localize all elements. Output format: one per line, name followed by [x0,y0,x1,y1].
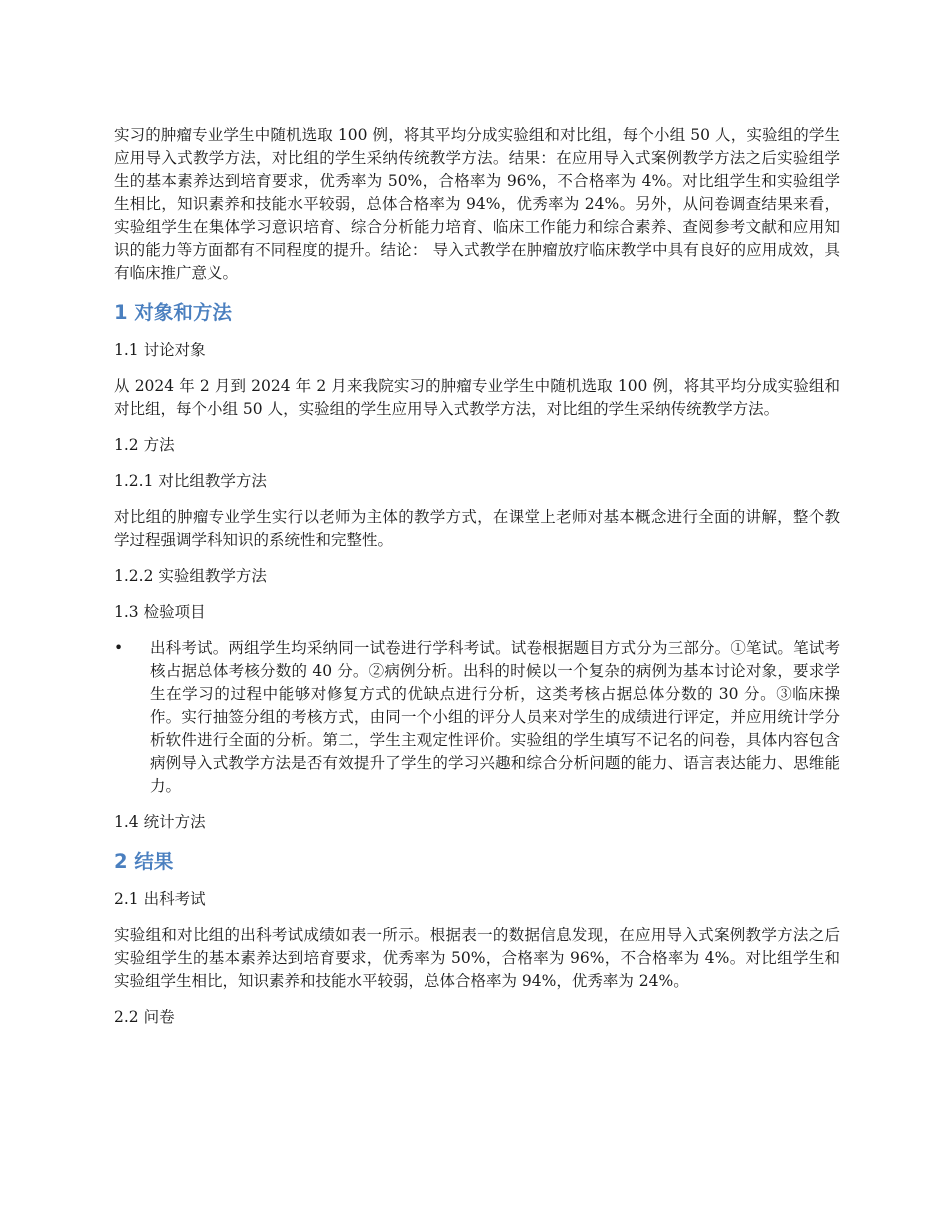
subsection-2-1-text: 实验组和对比组的出科考试成绩如表一所示。根据表一的数据信息发现，在应用导入式案例教学方法之后实验组学生的基本素养达到培育要求，优秀率为 50%，合格率为 96%，不合格率为 4%。对比组学生和实验组学生相比，知识素养和技能水平较弱，总体合格率为 94%，优秀率为 24%。 [114,926,840,990]
subsection-1-1-text: 从 2024 年 2 月到 2024 年 2 月来我院实习的肿瘤专业学生中随机选取 100 例，将其平均分成实验组和对比组，每个小组 50 人，实验组的学生应用导入式教学方法，对比组的学生采纳传统教学方法。 [114,377,840,418]
section-2-heading: 2 结果 [114,850,174,873]
subsection-1-2-1-text: 对比组的肿瘤专业学生实行以老师为主体的教学方式，在课堂上老师对基本概念进行全面的讲解，整个教学过程强调学科知识的系统性和完整性。 [114,508,840,549]
list-item-text: 出科考试。两组学生均采纳同一试卷进行学科考试。试卷根据题目方式分为三部分。①笔试。笔试考核占据总体考核分数的 40 分。②病例分析。出科的时候以一个复杂的病例为基本讨论对象，要求学生在学习的过程中能够对修复方式的优缺点进行分析，这类考核占据总体分数的 30 分。③临床操作。实行抽签分组的考核方式，由同一个小组的评分人员来对学生的成绩进行评定，并应用统计学分析软件进行全面的分析。第二，学生主观定性评价。实验组的学生填写不记名的问卷，具体内容包含病例导入式教学方法是否有效提升了学生的学习兴趣和综合分析问题的能力、语言表达能力、思维能力。 [150,639,840,795]
list-item [114,637,840,798]
subsection-1-2-2-title: 1.2.2 实验组教学方法 [114,567,267,585]
section-1-heading: 1 对象和方法 [114,301,232,324]
subsection-1-1-title: 1.1 讨论对象 [114,341,206,359]
subsection-1-2-1-title: 1.2.1 对比组教学方法 [114,472,267,490]
subsection-1-4-title: 1.4 统计方法 [114,813,206,831]
bullet-icon: • [114,639,124,657]
test-items-list [114,637,840,798]
document-page [114,124,840,1042]
subsection-2-2-title: 2.2 问卷 [114,1008,175,1026]
subsection-2-1-title: 2.1 出科考试 [114,890,206,908]
subsection-1-3-title: 1.3 检验项目 [114,603,206,621]
intro-paragraph: 实习的肿瘤专业学生中随机选取 100 例，将其平均分成实验组和对比组，每个小组 50 人，实验组的学生应用导入式教学方法，对比组的学生采纳传统教学方法。结果：在应用导入式案例教学方法之后实验组学生的基本素养达到培育要求，优秀率为 50%，合格率为 96%，不合格率为 4%。对比组学生和实验组学生相比，知识素养和技能水平较弱，总体合格率为 94%，优秀率为 24%。另外，从问卷调查结果来看，实验组学生在集体学习意识培育、综合分析能力培育、临床工作能力和综合素养、查阅参考文献和应用知识的能力等方面都有不同程度的提升。结论： 导入式教学在肿瘤放疗临床教学中具有良好的应用成效，具有临床推广意义。 [114,126,840,282]
subsection-1-2-title: 1.2 方法 [114,436,175,454]
